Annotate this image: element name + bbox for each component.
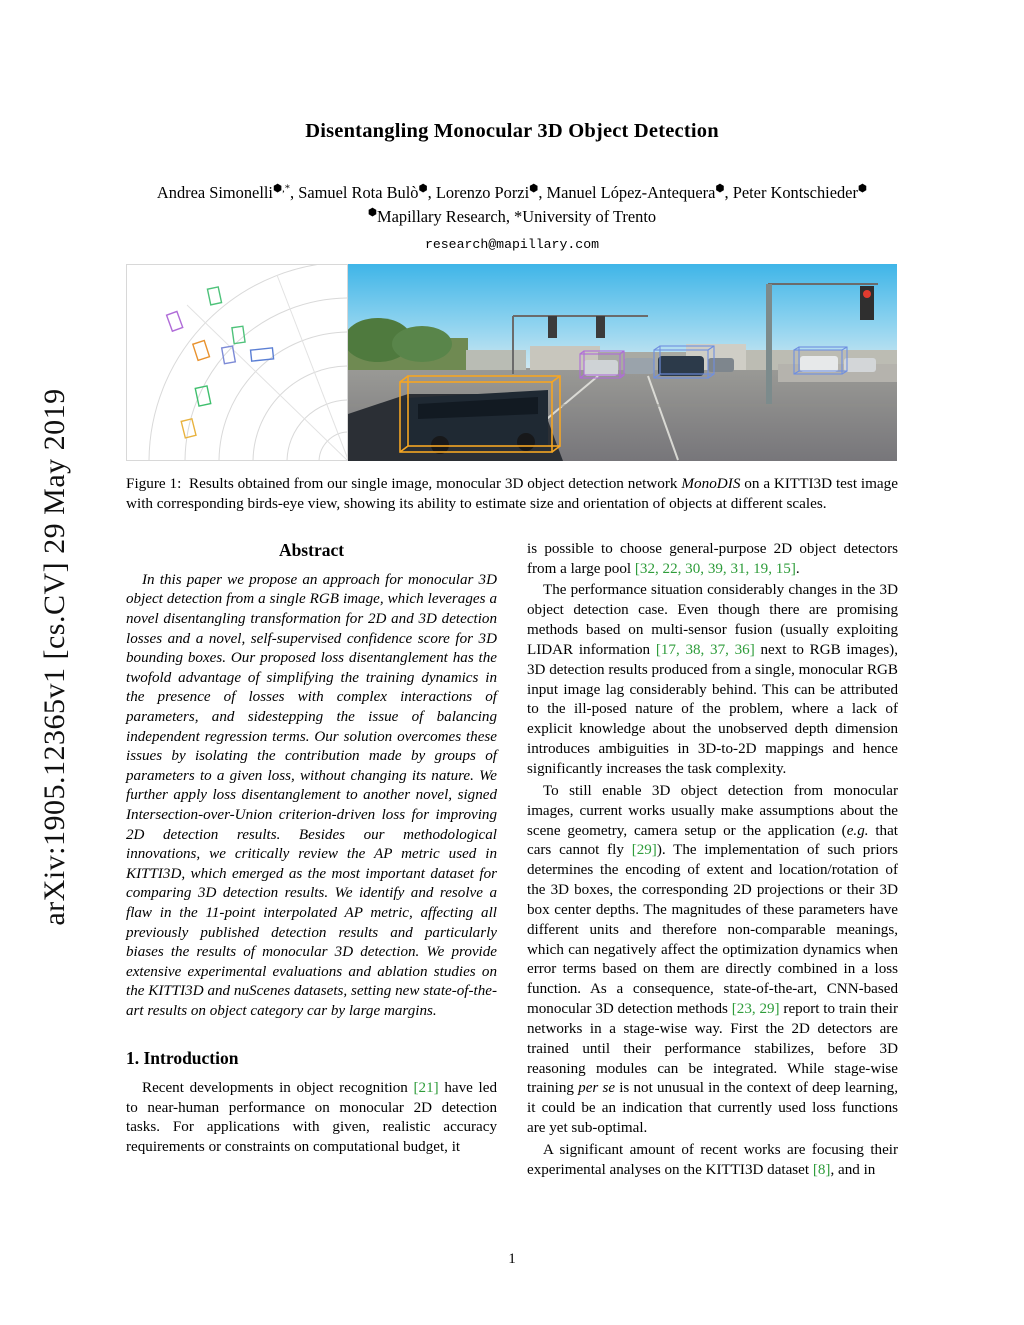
citation-8[interactable]: [8] — [812, 1161, 831, 1178]
author-1: Samuel Rota Bulò⬢ — [298, 183, 428, 202]
bev-diagram — [127, 265, 348, 461]
abstract-heading: Abstract — [278, 539, 345, 560]
author-3-affil-marker: ⬢ — [715, 183, 725, 195]
author-2-affil-marker: ⬢ — [529, 183, 539, 195]
author-0: Andrea Simonelli⬢,* — [156, 183, 291, 202]
street-scene — [348, 264, 897, 461]
citation-group-cnn-3d[interactable]: [23, 29] — [731, 1001, 780, 1018]
author-4-affil-marker: ⬢ — [857, 183, 868, 195]
arxiv-stamp: arXiv:1905.12365v1 [cs.CV] 29 May 2019 — [38, 388, 71, 926]
citation-29[interactable]: [29] — [631, 842, 657, 859]
abstract-body — [126, 571, 497, 1022]
citation-21[interactable]: [21] — [413, 1079, 439, 1096]
introduction-body — [126, 1079, 497, 1158]
right-paragraph-4: A significant amount of recent works are focusing their experimental analyses on the KITTI3D dataset [8], and in — [527, 1142, 898, 1178]
author-0-affil-marker: ⬢,* — [273, 183, 291, 195]
kitti3d-detection-image — [348, 264, 897, 461]
citation-group-lidar[interactable]: [17, 38, 37, 36] — [655, 641, 755, 658]
intro-paragraph-1: Recent developments in object recognition [21] have led to near-human performance on monocular 2D detection tasks. For applications with given, realistic accuracy requirements or constraints on computational budget, it — [126, 1079, 497, 1156]
two-column-body — [126, 540, 898, 1181]
introduction-heading: 1. Introduction — [126, 1047, 239, 1068]
citation-group-2d-detectors[interactable]: [32, 22, 30, 39, 31, 19, 15] — [634, 560, 796, 577]
birds-eye-view-panel — [126, 264, 348, 461]
teaser-figure — [126, 264, 898, 461]
author-3: Manuel López-Antequera⬢ — [546, 183, 725, 202]
right-paragraph-3: To still enable 3D object detection from monocular images, current works usually make assumptions about the scene geometry, camera setup or the application (e.g. that cars cannot fly [29]). The implementation of such priors determines the encoding of extent and location/rotation of the 3D boxes, the corresponding 2D projections or their 3D box center depths. The magnitudes of these parameters have different units and therefore non-comparable meanings, which can negatively affect the optimization dynamics when error terms based on them are directly combined in a loss function. As a consequence, state-of-the-art, CNN-based monocular 3D detection methods [23, 29] report to train their networks in a stage-wise way. First the 2D detectors are trained until their performance stabilizes, before 3D reasoning modules can be integrated. While stage-wise training per se is not unusual in the context of deep learning, it could be an indication that currently used loss functions are yet sub-optimal. — [527, 782, 898, 1137]
author-4: Peter Kontschieder⬢ — [732, 183, 868, 202]
abstract-paragraph: In this paper we propose an approach for monocular 3D object detection from a single RGB image, which leverages a novel disentangling transformation for 2D and 3D detection losses and a novel, self-supervised confidence score for 3D bounding boxes. Our proposed loss disentanglement has the twofold advantage of simplifying the training dynamics in the presence of losses with complex interactions of parameters, and sidestepping the issue of balancing independent regression terms. Our solution overcomes these issues by isolating the contribution made by groups of parameters to a given loss, without changing its nature. We further apply loss disentanglement to another novel, signed Intersection-over-Union criterion-driven loss for improving 2D detection results. Besides our methodological innovations, we critically review the AP metric used in KITTI3D, which emerged as the most important dataset for comparing 3D detection results. We identify and resolve a flaw in the 11-point interpolated AP metric, affecting all previously published detection results and particularly biases the results of monocular 3D detection. We provide extensive experimental evaluations and ablation studies on the KITTI3D and nuScenes datasets, setting new state-of-the-art results on object category car by large margins. — [126, 571, 497, 1020]
figure-caption-method: MonoDIS — [681, 474, 741, 492]
right-paragraph-2: The performance situation considerably changes in the 3D object detection case. Even though there are promising methods based on multi-sensor fusion (usually exploiting LIDAR information [17, 38, 37, 36] next to RGB images), 3D detection results produced from a single, monocular RGB input image lag considerably behind. This can be attributed to the ill-posed nature of the problem, where a lack of explicit knowledge about the unobserved depth dimension introduces ambiguities in 3D-to-2D mappings and hence significantly increases the task complexity. — [527, 582, 898, 777]
right-paragraph-1: is possible to choose general-purpose 2D object detectors from a large pool [32, 22, 30, 39, 31, 19, 15]. — [527, 540, 898, 577]
page-number: 1 — [508, 1251, 516, 1267]
affiliation-line: ⬢Mapillary Research, *University of Trento — [367, 206, 657, 226]
author-2: Lorenzo Porzi⬢ — [435, 183, 539, 202]
author-list: Andrea Simonelli⬢,*, Samuel Rota Bulò⬢, Lorenzo Porzi⬢, Manuel López-Antequera⬢, Peter Kontschieder⬢ — [156, 183, 868, 202]
figure-caption: Figure 1: Results obtained from our single image, monocular 3D object detection network MonoDIS on a KITTI3D test image with corresponding birds-eye view, showing its ability to estimate size and orientation of objects at different scales. — [126, 474, 899, 512]
contact-email: research@mapillary.com — [424, 236, 600, 252]
right-column — [527, 540, 898, 1181]
left-column — [126, 540, 497, 1181]
paper-content — [126, 120, 898, 1181]
page-title: Disentangling Monocular 3D Object Detection — [305, 120, 719, 142]
author-1-affil-marker: ⬢ — [418, 183, 428, 195]
affiliation-marker: ⬢ — [367, 207, 378, 219]
